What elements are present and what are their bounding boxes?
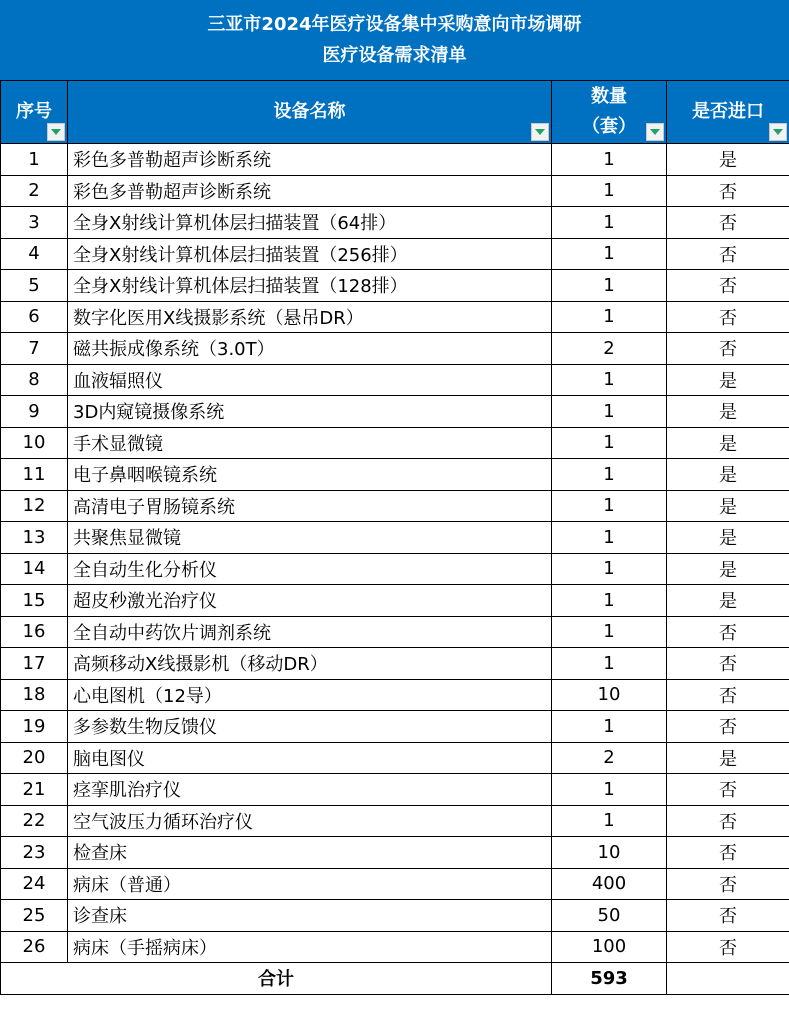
quantity[interactable]: 100 [552, 931, 667, 963]
table-row [1, 364, 789, 396]
imported-flag[interactable]: 否 [667, 207, 789, 239]
table-row [1, 868, 789, 900]
equipment-name[interactable]: 病床（手摇病床） [68, 931, 552, 963]
table-row [1, 490, 789, 522]
total-imported [667, 963, 789, 995]
equipment-name[interactable]: 多参数生物反馈仪 [68, 711, 552, 743]
row-index[interactable]: 10 [1, 427, 68, 459]
filter-dropdown-icon [773, 129, 783, 135]
quantity[interactable]: 10 [552, 679, 667, 711]
equipment-name[interactable]: 诊查床 [68, 900, 552, 932]
equipment-name[interactable]: 磁共振成像系统（3.0T） [68, 333, 552, 365]
imported-flag[interactable]: 是 [667, 396, 789, 428]
total-label: 合计 [1, 963, 552, 995]
table-row [1, 270, 789, 302]
filter-button-index[interactable] [47, 123, 65, 141]
row-index[interactable]: 21 [1, 774, 68, 806]
imported-flag[interactable]: 否 [667, 648, 789, 680]
filter-button-name[interactable] [531, 123, 549, 141]
table-row [1, 427, 789, 459]
filter-button-imported[interactable] [769, 123, 787, 141]
table-row [1, 774, 789, 806]
table-row [1, 522, 789, 554]
imported-flag[interactable]: 否 [667, 301, 789, 333]
imported-flag[interactable]: 否 [667, 900, 789, 932]
title-line-1: 三亚市2024年医疗设备集中采购意向市场调研 [207, 14, 582, 35]
filter-dropdown-icon [650, 129, 660, 135]
table-row [1, 648, 789, 680]
imported-flag[interactable]: 是 [667, 459, 789, 491]
row-index[interactable]: 15 [1, 585, 68, 617]
equipment-name[interactable]: 全身X射线计算机体层扫描装置（256排） [68, 238, 552, 270]
equipment-name[interactable]: 空气波压力循环治疗仪 [68, 805, 552, 837]
imported-flag[interactable]: 否 [667, 679, 789, 711]
table-row [1, 144, 789, 176]
row-index[interactable]: 9 [1, 396, 68, 428]
total-qty: 593 [552, 963, 667, 995]
equipment-table [0, 80, 789, 995]
equipment-name[interactable]: 病床（普通） [68, 868, 552, 900]
row-index[interactable]: 22 [1, 805, 68, 837]
equipment-name[interactable]: 超皮秒激光治疗仪 [68, 585, 552, 617]
equipment-name[interactable]: 痉挛肌治疗仪 [68, 774, 552, 806]
column-header-qty-label-1: 数量 [591, 86, 627, 107]
quantity[interactable]: 50 [552, 900, 667, 932]
table-row [1, 175, 789, 207]
equipment-name[interactable]: 全身X射线计算机体层扫描装置（64排） [68, 207, 552, 239]
imported-flag[interactable]: 是 [667, 364, 789, 396]
equipment-name[interactable]: 全自动中药饮片调剂系统 [68, 616, 552, 648]
equipment-name[interactable]: 彩色多普勒超声诊断系统 [68, 175, 552, 207]
row-index[interactable]: 25 [1, 900, 68, 932]
row-index[interactable]: 17 [1, 648, 68, 680]
imported-flag[interactable]: 否 [667, 711, 789, 743]
quantity[interactable]: 1 [552, 490, 667, 522]
quantity[interactable]: 1 [552, 364, 667, 396]
equipment-name[interactable]: 检查床 [68, 837, 552, 869]
column-header-name [68, 81, 552, 144]
equipment-name[interactable]: 手术显微镜 [68, 427, 552, 459]
equipment-name[interactable]: 3D内窥镜摄像系统 [68, 396, 552, 428]
table-row [1, 679, 789, 711]
row-index[interactable]: 19 [1, 711, 68, 743]
row-index[interactable]: 26 [1, 931, 68, 963]
equipment-name[interactable]: 血液辐照仪 [68, 364, 552, 396]
row-index[interactable]: 7 [1, 333, 68, 365]
quantity[interactable]: 1 [552, 238, 667, 270]
table-row [1, 301, 789, 333]
row-index[interactable]: 8 [1, 364, 68, 396]
equipment-name[interactable]: 心电图机（12导） [68, 679, 552, 711]
column-header-name-label: 设备名称 [273, 101, 346, 122]
row-index[interactable]: 11 [1, 459, 68, 491]
column-header-imported [667, 81, 789, 144]
filter-button-qty[interactable] [646, 123, 664, 141]
quantity[interactable]: 10 [552, 837, 667, 869]
column-header-qty-label-2: （套） [582, 116, 636, 137]
table-row [1, 553, 789, 585]
table-row [1, 396, 789, 428]
column-header-index-label: 序号 [16, 101, 52, 122]
row-index[interactable]: 14 [1, 553, 68, 585]
equipment-name[interactable]: 共聚焦显微镜 [68, 522, 552, 554]
table-row [1, 805, 789, 837]
filter-dropdown-icon [535, 129, 545, 135]
imported-flag[interactable]: 否 [667, 175, 789, 207]
header-row [1, 81, 789, 144]
total-row [1, 963, 789, 995]
imported-flag[interactable]: 否 [667, 774, 789, 806]
imported-flag[interactable]: 是 [667, 144, 789, 176]
row-index[interactable]: 18 [1, 679, 68, 711]
column-header-imported-label: 是否进口 [692, 101, 764, 122]
filter-dropdown-icon [51, 129, 61, 135]
imported-flag[interactable]: 是 [667, 553, 789, 585]
table-row [1, 207, 789, 239]
quantity[interactable]: 2 [552, 333, 667, 365]
table-row [1, 837, 789, 869]
row-index[interactable]: 2 [1, 175, 68, 207]
imported-flag[interactable]: 否 [667, 333, 789, 365]
column-header-qty [552, 81, 667, 144]
quantity[interactable]: 1 [552, 774, 667, 806]
equipment-name[interactable]: 全身X射线计算机体层扫描装置（128排） [68, 270, 552, 302]
quantity[interactable]: 1 [552, 711, 667, 743]
imported-flag[interactable]: 否 [667, 868, 789, 900]
quantity[interactable]: 1 [552, 301, 667, 333]
quantity[interactable]: 1 [552, 207, 667, 239]
imported-flag[interactable]: 否 [667, 238, 789, 270]
quantity[interactable]: 1 [552, 396, 667, 428]
row-index[interactable]: 13 [1, 522, 68, 554]
equipment-name[interactable]: 高频移动X线摄影机（移动DR） [68, 648, 552, 680]
quantity[interactable]: 1 [552, 616, 667, 648]
equipment-name[interactable]: 彩色多普勒超声诊断系统 [68, 144, 552, 176]
quantity[interactable]: 1 [552, 427, 667, 459]
row-index[interactable]: 12 [1, 490, 68, 522]
quantity[interactable]: 1 [552, 648, 667, 680]
quantity[interactable]: 1 [552, 522, 667, 554]
row-index[interactable]: 23 [1, 837, 68, 869]
row-index[interactable]: 6 [1, 301, 68, 333]
quantity[interactable]: 2 [552, 742, 667, 774]
column-header-index [1, 81, 68, 144]
table-row [1, 459, 789, 491]
imported-flag[interactable]: 是 [667, 585, 789, 617]
imported-flag[interactable]: 否 [667, 270, 789, 302]
equipment-name[interactable]: 脑电图仪 [68, 742, 552, 774]
quantity[interactable]: 1 [552, 805, 667, 837]
row-index[interactable]: 20 [1, 742, 68, 774]
equipment-name[interactable]: 电子鼻咽喉镜系统 [68, 459, 552, 491]
table-row [1, 333, 789, 365]
table-row [1, 238, 789, 270]
equipment-name[interactable]: 高清电子胃肠镜系统 [68, 490, 552, 522]
quantity[interactable]: 400 [552, 868, 667, 900]
imported-flag[interactable]: 是 [667, 427, 789, 459]
row-index[interactable]: 16 [1, 616, 68, 648]
title-line-2: 医疗设备需求清单 [322, 45, 467, 66]
equipment-name[interactable]: 数字化医用X线摄影系统（悬吊DR） [68, 301, 552, 333]
table-row [1, 742, 789, 774]
quantity[interactable]: 1 [552, 459, 667, 491]
table-row [1, 931, 789, 963]
imported-flag[interactable]: 否 [667, 616, 789, 648]
quantity[interactable]: 1 [552, 144, 667, 176]
row-index[interactable]: 24 [1, 868, 68, 900]
row-index[interactable]: 5 [1, 270, 68, 302]
table-row [1, 616, 789, 648]
imported-flag[interactable]: 否 [667, 931, 789, 963]
imported-flag[interactable]: 否 [667, 805, 789, 837]
title-band [0, 0, 789, 80]
table-row [1, 585, 789, 617]
equipment-name[interactable]: 全自动生化分析仪 [68, 553, 552, 585]
table-row [1, 711, 789, 743]
table-row [1, 900, 789, 932]
imported-flag[interactable]: 否 [667, 837, 789, 869]
quantity[interactable]: 1 [552, 553, 667, 585]
row-index[interactable]: 4 [1, 238, 68, 270]
imported-flag[interactable]: 是 [667, 490, 789, 522]
quantity[interactable]: 1 [552, 585, 667, 617]
quantity[interactable]: 1 [552, 270, 667, 302]
quantity[interactable]: 1 [552, 175, 667, 207]
imported-flag[interactable]: 是 [667, 742, 789, 774]
row-index[interactable]: 1 [1, 144, 68, 176]
imported-flag[interactable]: 是 [667, 522, 789, 554]
row-index[interactable]: 3 [1, 207, 68, 239]
